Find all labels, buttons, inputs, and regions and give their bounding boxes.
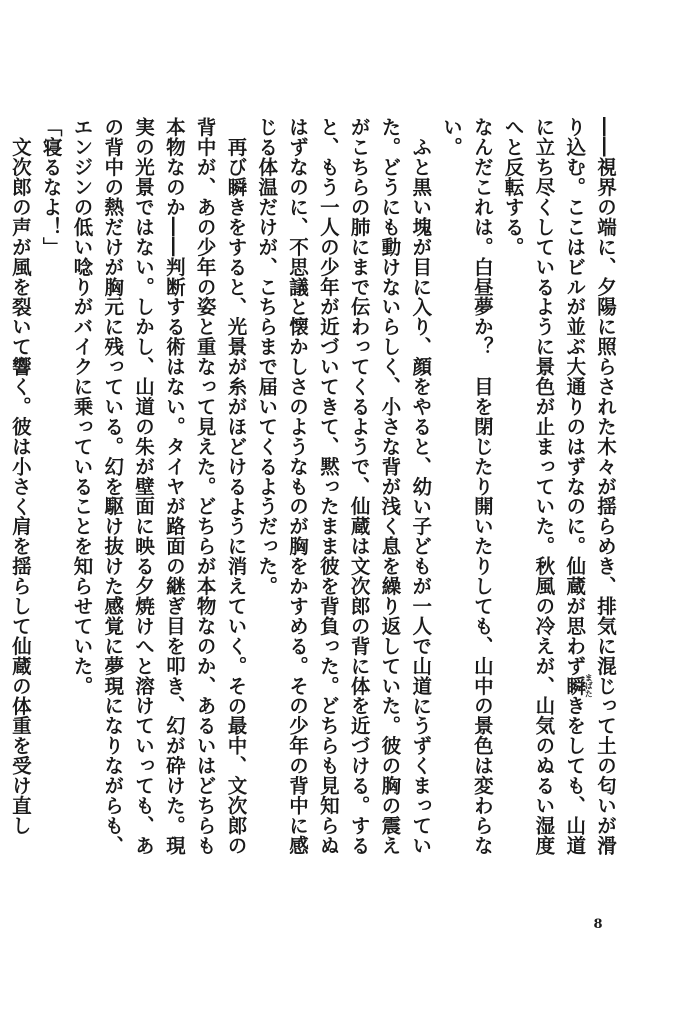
paragraph-4: 再び瞬きをすると、光景が糸がほどけるように消えていく。その最中、文次郎の背中が、あの少年の姿と重なって見えた。どちらが本物なのか、あるいはどちらも本物なのか――判断する術はない。タイヤが路面の継ぎ目を叩き、幻が砕けた。現実の光景ではない。しかし、山道の朱が壁面に映る夕焼けへと溶けていっても、あの背中の熱だけが胸元に残っている。幻を駆け抜けた感覚に夢現になりながらも、エンジンの低い唸りがバイクに乗っていることを知らせていた。	[70, 117, 248, 856]
paragraph-2: なんだこれは。白昼夢か？ 目を閉じたり開いたりしても、山中の景色は変わらない。	[440, 117, 494, 856]
paragraph-5: 文次郎の声が風を裂いて響く。彼は小さく肩を揺らして仙蔵の体重を受け直し	[8, 136, 32, 835]
ruby-annotation: 瞬まばた	[563, 673, 594, 698]
paragraph-1: ――視界の端に、夕陽に照らされた木々が揺らめき、排気に混じって土の匂いが滑り込む。ここはビルが並ぶ大通りのはずなのに。仙蔵が思わず瞬まばたきをしても、山道に立ち尽くしているように景色が止まっていた。秋風の冷えが、山気のぬるい湿度へと反転する。	[501, 117, 617, 856]
page-number: 8	[593, 917, 603, 932]
paragraph-dialogue: 「寝るなよ！」	[39, 117, 63, 257]
paragraph-3: ふと黒い塊が目に入り、顔をやると、幼い子どもが一人で山道にうずくまっていた。どうにも動けないらしく、小さな背が浅く息を繰り返していた。彼の胸の震えがこちらの肺にまで伝わってくるようで、仙蔵は文次郎の背に体を近づける。すると、もう一人の少年が近づいてきて、黙ったまま彼を背負った。どちらも見知らぬはずなのに、不思議と懐かしさのようなものが胸をかすめる。その少年の背中に感じる体温だけが、こちらまで届いてくるようだった。	[255, 117, 433, 856]
vertical-text-body	[8, 117, 620, 857]
